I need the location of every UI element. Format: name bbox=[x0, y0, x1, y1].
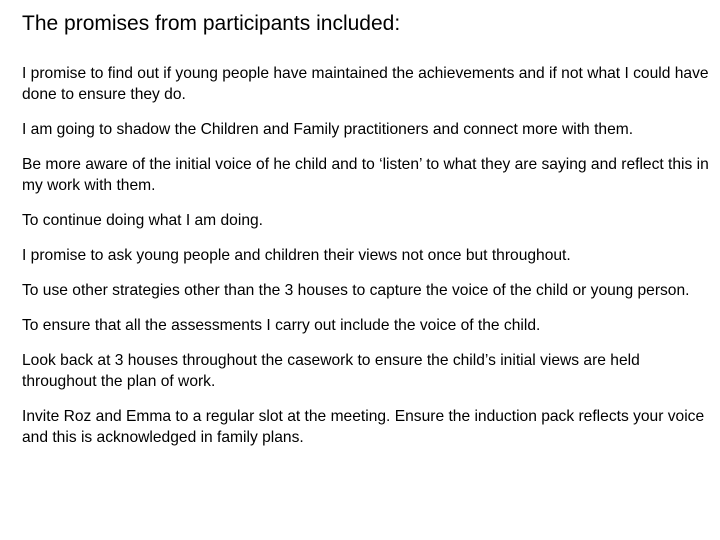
slide-title: The promises from participants included: bbox=[22, 12, 401, 35]
promise-item: To ensure that all the assessments I carry out include the voice of the child. bbox=[22, 317, 541, 334]
promises-list bbox=[22, 63, 716, 462]
promise-item: I promise to find out if young people have maintained the achievements and if not what I could have done to ensure they do. bbox=[22, 65, 709, 103]
promise-item: Be more aware of the initial voice of he child and to ‘listen’ to what they are saying and reflect this in my work with them. bbox=[22, 156, 709, 194]
promise-item: I am going to shadow the Children and Family practitioners and connect more with them. bbox=[22, 121, 634, 138]
promise-item: Look back at 3 houses throughout the casework to ensure the child’s initial views are held throughout the plan of work. bbox=[22, 352, 640, 390]
promise-item: Invite Roz and Emma to a regular slot at the meeting. Ensure the induction pack reflects your voice and this is acknowledged in family plans. bbox=[22, 408, 705, 446]
promise-item: I promise to ask young people and children their views not once but throughout. bbox=[22, 247, 571, 264]
promise-item: To use other strategies other than the 3 houses to capture the voice of the child or young person. bbox=[22, 282, 690, 299]
promise-item: To continue doing what I am doing. bbox=[22, 212, 263, 229]
